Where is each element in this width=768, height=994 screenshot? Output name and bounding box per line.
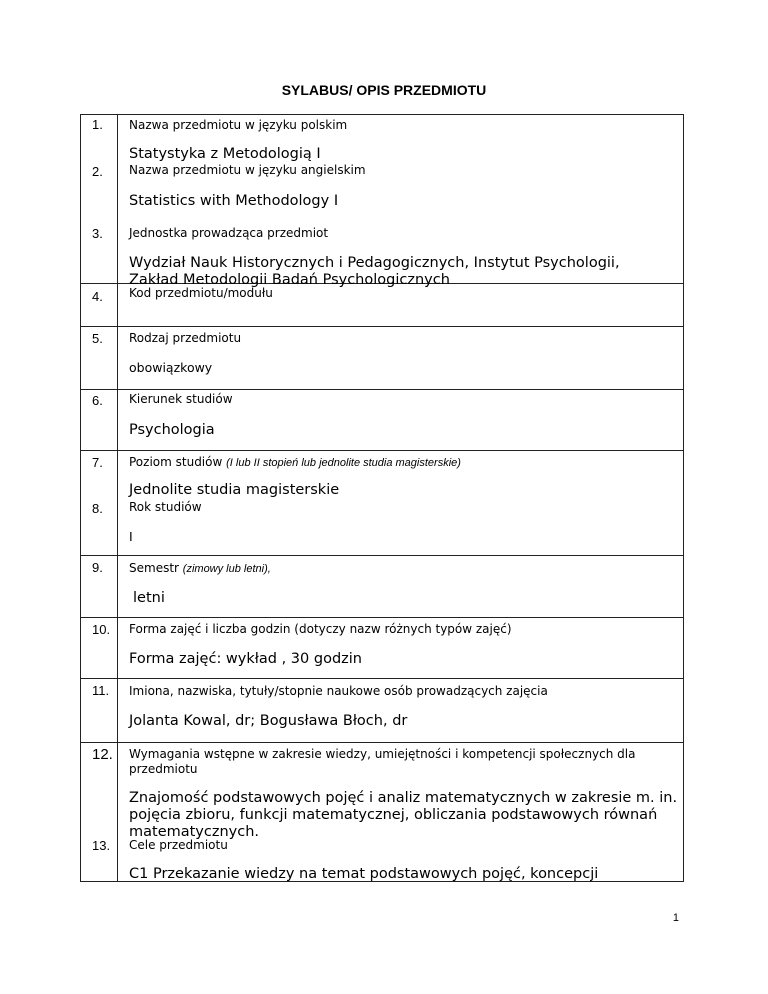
row-number: 5. — [92, 331, 103, 346]
row-value: Statystyka z Metodologią I — [129, 146, 321, 162]
row-number: 4. — [92, 289, 103, 304]
row-divider — [80, 678, 684, 679]
row-label: Semestr (zimowy lub letni), — [129, 561, 271, 575]
row-number: 2. — [92, 164, 103, 179]
row-divider — [80, 326, 684, 327]
row-value: Statistics with Methodology I — [129, 193, 339, 209]
row-value: Psychologia — [129, 422, 215, 438]
row-number: 9. — [92, 560, 103, 575]
row-number: 1. — [92, 117, 103, 132]
row-label: Jednostka prowadząca przedmiot — [129, 226, 329, 240]
row-label: Cele przedmiotu — [129, 838, 228, 852]
row-value: Jednolite studia magisterskie — [129, 482, 340, 498]
row-number: 10. — [92, 622, 111, 637]
page-number: 1 — [672, 912, 679, 924]
row-number: 8. — [92, 501, 103, 516]
row-label: Nazwa przedmiotu w języku angielskim — [129, 163, 366, 177]
row-label: Forma zajęć i liczba godzin (dotyczy nazw różnych typów zajęć) — [129, 622, 512, 636]
document-title: SYLABUS/ OPIS PRZEDMIOTU — [281, 82, 487, 98]
row-label: Wymagania wstępne w zakresie wiedzy, umiejętności i kompetencji społecznych dla przedmiotu — [129, 747, 636, 776]
row-divider — [80, 450, 684, 451]
row-divider — [80, 389, 684, 390]
row-label: Nazwa przedmiotu w języku polskim — [129, 118, 348, 132]
row-value: letni — [133, 590, 165, 606]
row-label: Kod przedmiotu/modułu — [129, 286, 273, 300]
row-number: 7. — [92, 455, 103, 470]
column-divider — [117, 114, 118, 882]
row-value: Wydział Nauk Historycznych i Pedagogicznych, Instytut Psychologii, Zakład Metodologii Badań Psychologicznych — [129, 255, 620, 288]
row-number: 11. — [92, 683, 110, 698]
row-number: 13. — [92, 838, 111, 853]
row-label: Rok studiów — [129, 500, 202, 514]
row-label: Imiona, nazwiska, tytuły/stopnie naukowe osób prowadzących zajęcia — [129, 684, 548, 698]
row-label: Poziom studiów (I lub II stopień lub jednolite studia magisterskie) — [129, 455, 461, 469]
row-label: Rodzaj przedmiotu — [129, 331, 242, 345]
row-label: Kierunek studiów — [129, 392, 233, 406]
row-number: 3. — [92, 226, 103, 241]
row-value: obowiązkowy — [129, 360, 213, 375]
row-value: Jolanta Kowal, dr; Bogusława Błoch, dr — [129, 713, 408, 729]
row-value: Znajomość podstawowych pojęć i analiz matematycznych w zakresie m. in. pojęcia zbioru, funkcji matematycznej, obliczania podstawowych równań matematycznych. — [129, 790, 678, 840]
row-divider — [80, 555, 684, 556]
row-value: Forma zajęć: wykład , 30 godzin — [129, 651, 362, 667]
row-number: 12. — [92, 746, 113, 763]
row-number: 6. — [92, 393, 103, 408]
row-value: I — [129, 529, 133, 544]
row-divider — [80, 617, 684, 618]
row-divider — [80, 742, 684, 743]
row-value: C1 Przekazanie wiedzy na temat podstawowych pojęć, koncepcji — [129, 866, 599, 882]
